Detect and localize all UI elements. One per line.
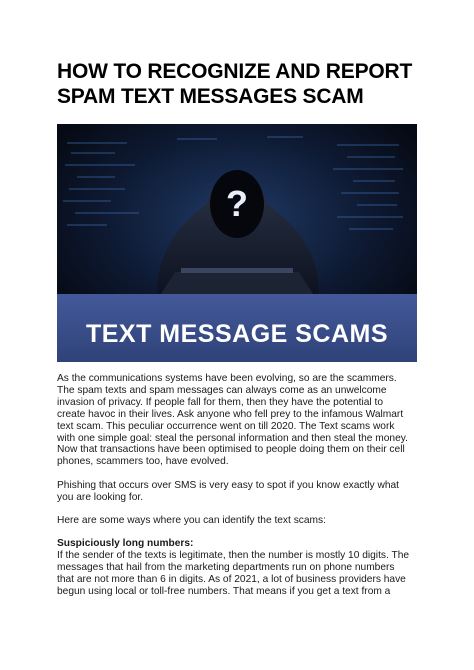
text-line: The spam texts and spam messages can always come as an unwelcome xyxy=(57,384,387,396)
paragraph-phishing xyxy=(57,480,427,504)
text-line: begun using local or toll-free numbers. That means if you get a text from a xyxy=(57,586,391,598)
text-line: If the sender of the texts is legitimate, then the number is mostly 10 digits. The xyxy=(57,550,410,562)
text-line: that are not more than 6 in digits. As of 2021, a lot of business providers have xyxy=(57,574,406,586)
text-line: messages that hail from the marketing departments run on phone numbers xyxy=(57,562,395,574)
text-line: text scam. This peculiar occurrence went on till 2020. The Text scams work xyxy=(57,420,395,432)
text-line: phones, scammers too, have evolved. xyxy=(57,456,229,468)
paragraph-intro xyxy=(57,373,427,468)
text-line: As the communications systems have been evolving, so are the scammers. xyxy=(57,373,397,384)
text-line: you are looking for. xyxy=(57,491,144,503)
question-mark-glyph: ? xyxy=(226,183,248,224)
text-line: Here are some ways where you can identify the text scams: xyxy=(57,515,326,527)
text-line: create havoc in their lives. Ask anyone who fell prey to the infamous Walmart xyxy=(57,408,404,420)
page-title xyxy=(57,59,427,109)
text-line: Phishing that occurs over SMS is very easy to spot if you know exactly what xyxy=(57,479,399,491)
text-line: Now that transactions have been optimised to people doing them on their cell xyxy=(57,444,405,456)
title-line-2: SPAM TEXT MESSAGES SCAM xyxy=(57,85,364,108)
text-line: invasion of privacy. If people fall for them, then they have the potential to xyxy=(57,396,384,408)
article-body xyxy=(57,373,427,610)
title-line-1: HOW TO RECOGNIZE AND REPORT xyxy=(57,60,413,83)
paragraph-long-numbers xyxy=(57,538,427,598)
hero-image xyxy=(57,124,417,362)
text-line: with one simple goal: steal the personal information and then steal the money. xyxy=(57,432,408,444)
section-subheading: Suspiciously long numbers: xyxy=(57,538,194,550)
hero-banner-text: TEXT MESSAGE SCAMS xyxy=(85,320,389,348)
paragraph-ways xyxy=(57,515,427,527)
